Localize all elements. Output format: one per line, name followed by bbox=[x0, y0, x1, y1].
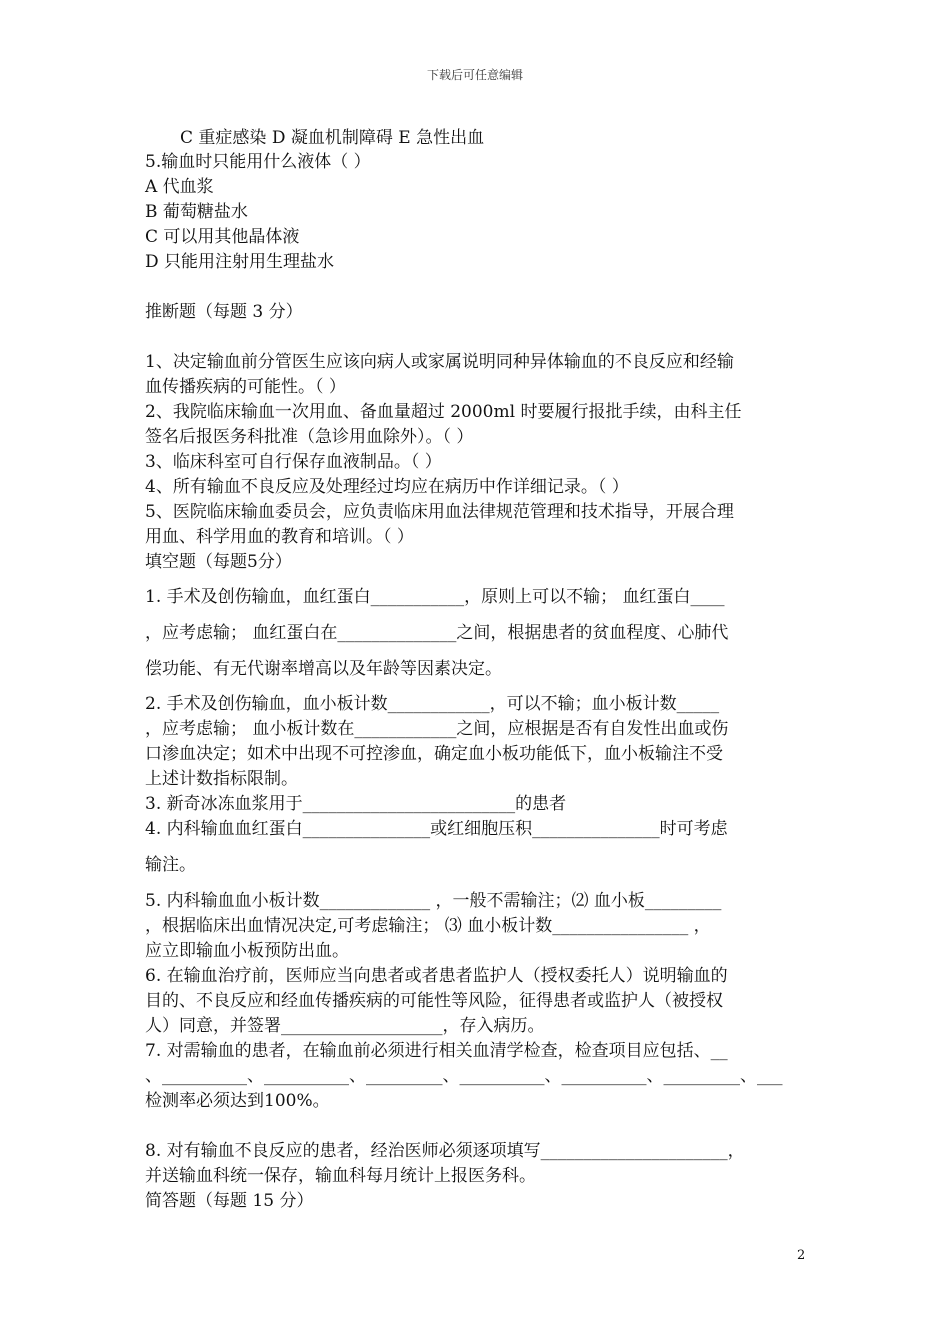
fill-2-line-2: ，应考虑输； 血小板计数在____________之间，应根据是否有自发性出血或伤 bbox=[145, 719, 729, 739]
option-d: D 只能用注射用生理盐水 bbox=[145, 252, 335, 272]
fill-7-line-1: 7. 对需输血的患者，在输血前必须进行相关血清学检查，检查项目应包括、__ bbox=[145, 1041, 728, 1061]
fill-6-line-1: 6. 在输血治疗前，医师应当向患者或者患者监护人（授权委托人）说明输血的 bbox=[145, 966, 728, 986]
page-number: 2 bbox=[797, 1248, 806, 1263]
fill-4-line-1: 4. 内科输血血红蛋白_______________或红细胞压积_______________时可考虑 bbox=[145, 819, 728, 839]
fill-8-line-2: 并送输血科统一保存，输血科每月统计上报医务科。 bbox=[145, 1166, 536, 1186]
fill-8-line-1: 8. 对有输血不良反应的患者，经治医师必须逐项填写______________________， bbox=[145, 1141, 745, 1161]
judgment-5-line-1: 5、医院临床输血委员会，应负责临床用血法律规范管理和技术指导，开展合理 bbox=[145, 502, 734, 522]
section-heading-judgment: 推断题（每题 3 分） bbox=[145, 302, 303, 322]
fill-1-line-2: ，应考虑输； 血红蛋白在______________之间，根据患者的贫血程度、心肺代 bbox=[145, 623, 729, 643]
option-a: A 代血浆 bbox=[145, 177, 214, 197]
fill-7-line-3: 检测率必须达到100%。 bbox=[145, 1091, 330, 1111]
fill-3: 3. 新奇冰冻血浆用于_________________________的患者 bbox=[145, 794, 567, 814]
section-heading-short-answer: 简答题（每题 15 分） bbox=[145, 1191, 314, 1211]
judgment-2-line-1: 2、我院临床输血一次用血、备血量超过 2000ml 时要履行报批手续，由科主任 bbox=[145, 402, 742, 422]
judgment-1-line-2: 血传播疾病的可能性。（ ） bbox=[145, 377, 346, 397]
option-b: B 葡萄糖盐水 bbox=[145, 202, 248, 222]
page-header: 下载后可任意编辑 bbox=[426, 68, 523, 82]
option-c: C 可以用其他晶体液 bbox=[145, 227, 300, 247]
judgment-5-line-2: 用血、科学用血的教育和培训。（ ） bbox=[145, 527, 414, 547]
fill-5-line-2: ，根据临床出血情况决定,可考虑输注； ⑶ 血小板计数________________ ， bbox=[145, 916, 711, 936]
fill-1-line-1: 1. 手术及创伤输血，血红蛋白___________，原则上可以不输； 血红蛋白____ bbox=[145, 587, 725, 607]
fill-2-line-1: 2. 手术及创伤输血，血小板计数____________，可以不输；血小板计数_____ bbox=[145, 694, 720, 714]
judgment-3: 3、临床科室可自行保存血液制品。（ ） bbox=[145, 452, 442, 472]
section-heading-fill-blank: 填空题（每题5分） bbox=[145, 552, 292, 572]
judgment-1-line-1: 1、决定输血前分管医生应该向病人或家属说明同种异体输血的不良反应和经输 bbox=[145, 352, 734, 372]
fill-2-line-3: 口渗血决定；如术中出现不可控渗血，确定血小板功能低下，血小板输注不受 bbox=[145, 744, 723, 764]
fill-4-line-2: 输注。 bbox=[145, 855, 196, 875]
fill-6-line-3: 人）同意，并签署___________________，存入病历。 bbox=[145, 1016, 545, 1036]
judgment-4: 4、所有输血不良反应及处理经过均应在病历中作详细记录。（ ） bbox=[145, 477, 629, 497]
fill-5-line-1: 5. 内科输血血小板计数_____________ ，一般不需输注；⑵ 血小板_________ bbox=[145, 891, 722, 911]
judgment-2-line-2: 签名后报医务科批准（急诊用血除外）。（ ） bbox=[145, 427, 474, 447]
fill-2-line-4: 上述计数指标限制。 bbox=[145, 769, 298, 789]
question-options-line: C 重症感染 D 凝血机制障碍 E 急性出血 bbox=[180, 128, 485, 148]
fill-6-line-2: 目的、不良反应和经血传播疾病的可能性等风险，征得患者或监护人（被授权 bbox=[145, 991, 723, 1011]
question-5: 5.输血时只能用什么液体（ ） bbox=[145, 152, 371, 172]
fill-5-line-3: 应立即输血小板预防出血。 bbox=[145, 941, 349, 961]
fill-7-line-2: 、__________、__________、_________、__________、__________、_________、___ bbox=[145, 1066, 783, 1086]
fill-1-line-3: 偿功能、有无代谢率增高以及年龄等因素决定。 bbox=[145, 659, 502, 679]
